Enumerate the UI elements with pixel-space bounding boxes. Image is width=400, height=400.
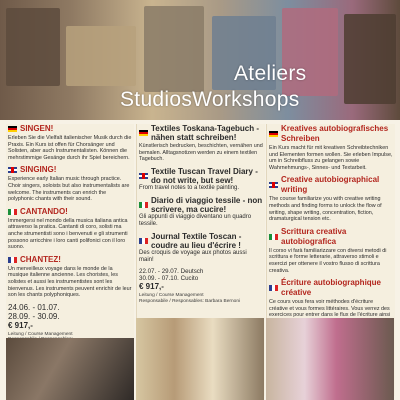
section-chantez [8, 255, 132, 299]
heading-text: Textile Tuscan Travel Diary - do not write, but sew! [151, 166, 258, 185]
banner-photo [6, 8, 60, 86]
dates-text: 24.06. - 01.07. 28.09. - 30.09. [8, 302, 60, 321]
section-heading [269, 124, 393, 144]
section-text: Des croquis de voyage aux photos aussi main! [139, 249, 247, 263]
section-heading [139, 232, 263, 250]
section-heading [139, 196, 263, 214]
price-text: € 917,- [8, 320, 33, 330]
course-details: Leitung / Course Management [8, 331, 73, 337]
heading-text: Creative autobiographical writing [281, 175, 380, 195]
course-dates [139, 268, 263, 305]
heading-text: Écriture autobiographique créative [281, 278, 382, 298]
heading-text: CANTANDO! [20, 206, 68, 216]
heading-text: Diario di viaggio tessile - non scrivere, ma cucire! [151, 195, 263, 214]
heading-text: CHANTEZ! [20, 254, 61, 264]
page-title-line2: StudiosWorkshops [120, 88, 300, 111]
section-text: From travel notes to a textile painting. [139, 184, 240, 191]
section-singing [8, 165, 132, 202]
germany-flag-icon [269, 131, 278, 137]
section-text: Ce cours vous fera voir méthodes d'écriture créative et vous formes littéraires. Vous verrez des exercices pour entrer dans le flux de l'écriture ainsi [269, 299, 391, 319]
heading-text: SINGING! [20, 165, 57, 175]
uk-flag-icon [8, 167, 17, 173]
heading-text: SINGEN! [20, 124, 54, 133]
section-heading [8, 255, 132, 265]
italy-flag-icon [8, 209, 17, 215]
header-banner [0, 0, 400, 120]
writer-photo [266, 318, 394, 400]
italy-flag-icon [269, 234, 278, 240]
section-text: Il corso vi farà familiarizzare con diversi metodi di scrittura e forme letterarie, attraverso stimoli e esercizi per ottenere il vostro flusso di scrittura creativa. [269, 247, 387, 274]
section-heading [139, 124, 263, 142]
france-flag-icon [8, 257, 17, 263]
section-heading [8, 207, 132, 217]
section-heading [269, 227, 393, 247]
section-textiles-it [139, 196, 263, 228]
section-heading [269, 175, 393, 195]
section-heading [8, 165, 132, 175]
textile-photo [136, 318, 264, 400]
france-flag-icon [139, 238, 148, 244]
section-heading [8, 124, 132, 134]
italy-flag-icon [139, 202, 148, 208]
section-singen [8, 124, 132, 161]
page-title-line1: Ateliers [234, 62, 307, 85]
section-textiles-fr [139, 232, 263, 264]
section-writing-de [269, 124, 393, 171]
germany-flag-icon [139, 130, 148, 136]
section-text: Erleben Sie die Vielfalt italienischer Musik durch die Praxis. Ein Kurs ist offen für Chorsänger und Solisten, aber auch Instrumentalisten. Können die mehrstimmige Gesänge durch ihr Spiel bereichern. [8, 135, 132, 161]
uk-flag-icon [269, 182, 278, 188]
course-details: Leitung / Course Management Responsabile / Responsables: Barbara Bernoni [139, 293, 241, 304]
section-heading [139, 167, 263, 185]
section-writing-en [269, 175, 393, 222]
choir-photo [6, 338, 134, 400]
dates-text: 22.07. - 29.07. Deutsch 30.09. - 07.10. Cucito [139, 267, 204, 282]
section-text: The course familiarize you with creative writing methods and finding forms to unlock the flow of writing, shape writing, concentration, fiction, dramaturgical tension etc. [269, 196, 382, 223]
section-text: Un merveilleux voyage dans le monde de la musique italienne ancienne. Les choristes, les solistes et aussi les instrumentistes sont les bienvenus. Les instruments peuvent enrichir de leur son les chants polyphoniques. [8, 265, 132, 299]
uk-flag-icon [139, 173, 148, 179]
section-text: Künstlerisch bedrucken, beschichten, vernähen und bemalen. Alltagsnotizen werden zu einem textilen Tagebuch. [139, 143, 263, 163]
banner-photo [66, 26, 136, 86]
section-text: Immergersi nel mondo della musica italiana antica attraverso la pratica. Cantanti di coro, solisti ma anche strumentisti sono i benvenuti e gli strumenti possono arricchire i loro canti polifonici con il loro suono. [8, 217, 128, 251]
heading-text: Kreatives autobiografisches Schreiben [281, 124, 389, 143]
section-writing-it [269, 227, 393, 274]
france-flag-icon [269, 285, 278, 291]
section-heading [269, 278, 393, 298]
section-cantando [8, 207, 132, 251]
section-text: Gli appunti di viaggio diventano un quadro tessile. [139, 213, 252, 227]
banner-photo [344, 14, 396, 104]
germany-flag-icon [8, 126, 17, 132]
heading-text: Scrittura creativa autobiografica [281, 226, 347, 246]
section-textiles-en [139, 167, 263, 192]
section-textiles-de [139, 124, 263, 163]
heading-text: Textiles Toskana-Tagebuch - nähen statt schreiben! [151, 124, 260, 142]
price-text: € 917,- [139, 282, 164, 292]
section-text: Experience early Italian music through practice. Choir singers, soloists but also instrumentalists are welcome. The instruments can enrich the polyphonic chants with their sound. [8, 176, 130, 203]
heading-text: Journal Textile Toscan - coudre au lieu d'écrire ! [151, 231, 242, 250]
banner-photo [144, 6, 204, 92]
section-text: Ein Kurs macht für mit kreativen Schreibtechniken und Elementen formen wollen. Sie erleben Impulse, um in Schreibfluss zu gelangen sowie Wahrnehmungs-, Sinnes- und Textarbeit. [269, 145, 393, 171]
